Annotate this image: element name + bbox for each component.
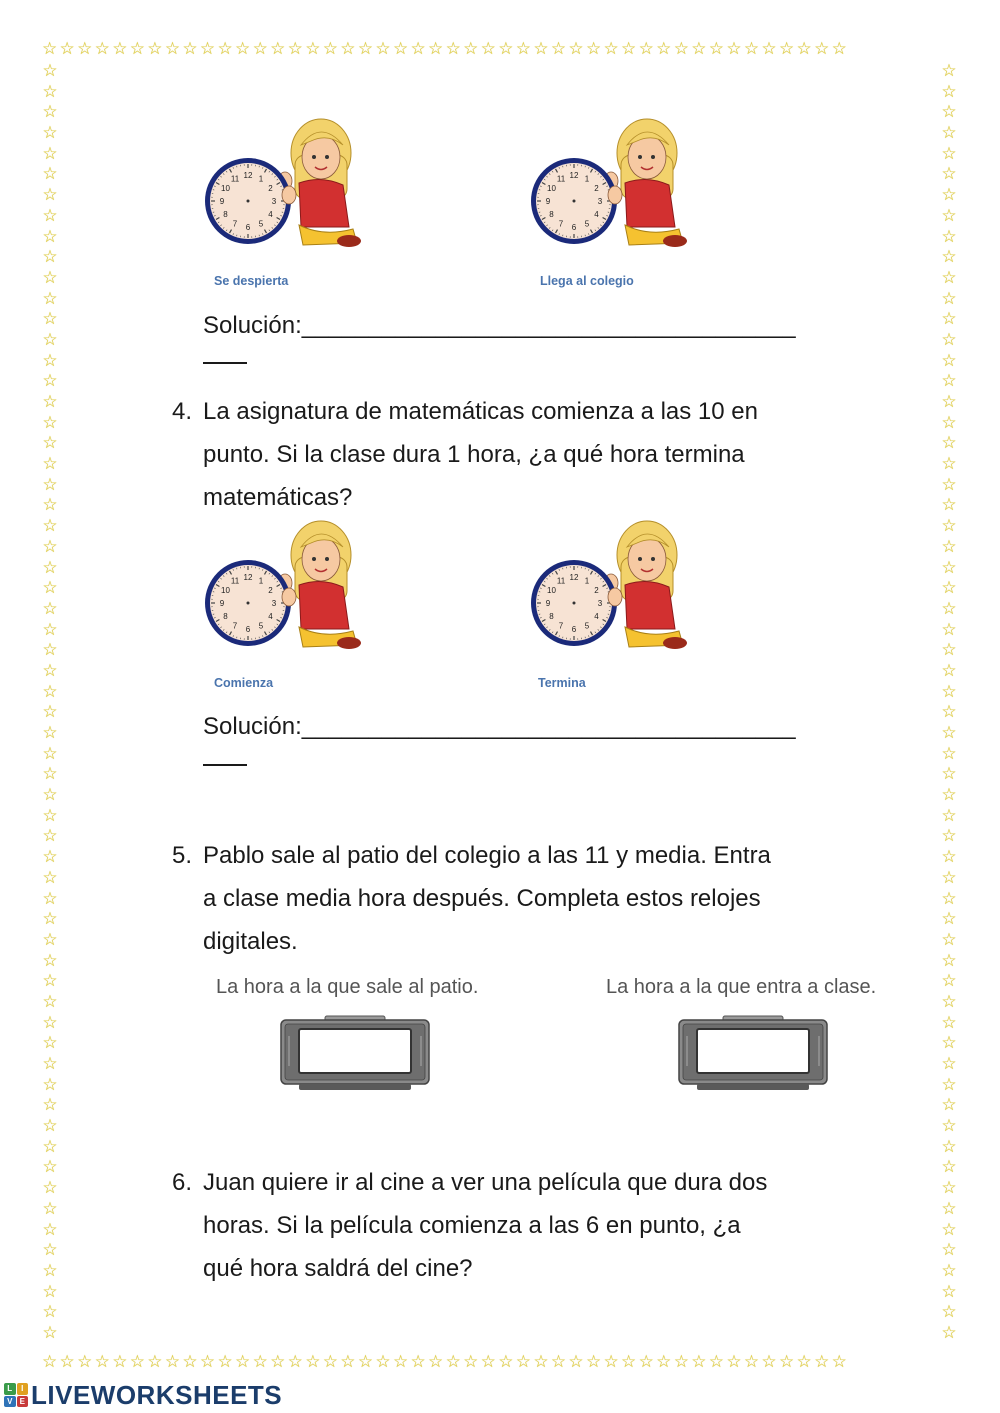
star-icon: ☆ (42, 557, 58, 577)
clock-number: 8 (549, 612, 554, 621)
star-icon: ☆ (42, 743, 58, 763)
star-icon: ☆ (42, 971, 58, 991)
star-icon: ☆ (941, 350, 957, 370)
star-icon: ☆ (42, 702, 58, 722)
star-icon: ☆ (42, 164, 58, 184)
star-icon: ☆ (941, 1302, 957, 1322)
star-icon: ☆ (498, 1353, 516, 1371)
solution-line[interactable]: Solución:_____________________________________ (203, 312, 796, 339)
star-icon: ☆ (726, 40, 744, 58)
star-icon: ☆ (42, 640, 58, 660)
star-icon: ☆ (941, 1054, 957, 1073)
caption-termina: Termina (538, 676, 586, 690)
star-icon: ☆ (941, 1033, 957, 1053)
star-icon: ☆ (42, 81, 58, 101)
star-icon: ☆ (941, 81, 957, 101)
star-icon: ☆ (42, 723, 58, 742)
star-icon: ☆ (941, 164, 957, 184)
star-icon: ☆ (941, 102, 957, 122)
question-text-line: punto. Si la clase dura 1 hora, ¿a qué hora termina (203, 441, 745, 468)
clock-number: 11 (556, 174, 566, 184)
star-icon: ☆ (182, 40, 200, 58)
star-icon: ☆ (550, 40, 569, 58)
star-icon: ☆ (270, 1353, 288, 1371)
star-icon: ☆ (42, 412, 58, 432)
solution-line-continuation[interactable] (203, 764, 247, 766)
star-icon: ☆ (941, 1116, 957, 1136)
star-icon: ☆ (410, 1353, 429, 1371)
star-icon: ☆ (941, 412, 957, 432)
star-icon: ☆ (270, 40, 288, 58)
clock-number: 5 (258, 621, 264, 631)
question-text-line: a clase media hora después. Completa estos relojes (203, 885, 761, 912)
star-icon: ☆ (761, 1353, 779, 1371)
star-icon: ☆ (941, 681, 957, 701)
question-text-line: Pablo sale al patio del colegio a las 11 y media. Entra (203, 842, 771, 869)
digital-clock-label: La hora a la que entra a clase. (606, 976, 877, 998)
star-icon: ☆ (217, 40, 236, 58)
star-icon: ☆ (42, 867, 58, 887)
star-icon: ☆ (550, 1353, 569, 1371)
star-icon: ☆ (941, 1074, 957, 1094)
clock-number: 10 (221, 586, 230, 595)
clock-number: 10 (547, 184, 556, 193)
star-icon: ☆ (941, 578, 957, 598)
star-icon: ☆ (941, 536, 957, 556)
question-text-line: matemáticas? (203, 484, 353, 511)
star-icon: ☆ (322, 40, 341, 58)
star-icon: ☆ (941, 826, 957, 846)
star-icon: ☆ (941, 288, 957, 308)
star-icon: ☆ (42, 474, 58, 494)
digital-clock-input[interactable] (677, 1014, 829, 1094)
caption-comienza: Comienza (214, 676, 274, 690)
star-icon: ☆ (42, 1054, 58, 1073)
star-icon: ☆ (42, 1033, 58, 1053)
digital-clock-input[interactable] (279, 1014, 431, 1094)
star-icon: ☆ (941, 247, 957, 267)
clock-number: 2 (268, 586, 273, 595)
star-icon: ☆ (42, 1219, 58, 1239)
star-icon: ☆ (498, 40, 516, 58)
star-icon: ☆ (305, 1353, 323, 1371)
star-icon: ☆ (585, 1353, 604, 1371)
star-icon: ☆ (941, 1281, 957, 1301)
star-icon: ☆ (42, 350, 58, 370)
star-icon: ☆ (42, 1198, 58, 1218)
star-icon: ☆ (941, 991, 957, 1011)
star-icon: ☆ (941, 909, 957, 929)
star-icon: ☆ (708, 40, 727, 58)
star-icon: ☆ (235, 1353, 253, 1371)
clock-number: 5 (584, 219, 590, 229)
star-icon: ☆ (941, 640, 957, 660)
star-icon: ☆ (42, 392, 58, 411)
star-icon: ☆ (42, 185, 58, 205)
star-icon: ☆ (941, 516, 957, 536)
star-icon: ☆ (941, 205, 957, 225)
star-icon: ☆ (42, 143, 58, 163)
star-icon: ☆ (515, 40, 534, 58)
clock-number: 8 (549, 210, 554, 219)
star-icon: ☆ (42, 929, 58, 949)
question-number: 6. (172, 1169, 193, 1196)
star-icon: ☆ (621, 1353, 639, 1371)
star-icon: ☆ (42, 536, 58, 556)
star-icon: ☆ (42, 991, 58, 1011)
clock-number: 4 (594, 210, 599, 219)
star-icon: ☆ (42, 909, 58, 929)
star-icon: ☆ (42, 288, 58, 308)
question-text-line: La asignatura de matemáticas comienza a las 10 en (203, 398, 758, 425)
star-icon: ☆ (42, 805, 58, 825)
star-icon: ☆ (322, 1353, 341, 1371)
liveworksheets-logo (4, 1380, 282, 1410)
star-icon: ☆ (77, 40, 95, 58)
star-icon: ☆ (941, 867, 957, 887)
star-icon: ☆ (164, 40, 183, 58)
star-icon: ☆ (42, 1281, 58, 1301)
clock-number: 6 (571, 625, 577, 634)
star-icon: ☆ (814, 1353, 832, 1371)
star-icon: ☆ (743, 1353, 762, 1371)
clock-number: 4 (268, 210, 273, 219)
star-icon: ☆ (42, 1157, 58, 1177)
star-icon: ☆ (941, 888, 957, 908)
star-icon: ☆ (941, 1095, 957, 1115)
star-icon: ☆ (796, 1353, 815, 1371)
star-icon: ☆ (941, 619, 957, 639)
star-border-bottom (42, 1353, 960, 1373)
star-icon: ☆ (941, 743, 957, 763)
question-number: 5. (172, 842, 193, 869)
star-icon: ☆ (941, 950, 957, 970)
star-icon: ☆ (59, 40, 78, 58)
star-icon: ☆ (691, 40, 709, 58)
star-icon: ☆ (941, 309, 957, 329)
star-icon: ☆ (831, 1353, 850, 1371)
star-icon: ☆ (656, 40, 674, 58)
star-icon: ☆ (941, 143, 957, 163)
star-icon: ☆ (941, 805, 957, 825)
star-icon: ☆ (199, 1353, 218, 1371)
star-icon: ☆ (480, 1353, 499, 1371)
star-icon: ☆ (182, 1353, 200, 1371)
star-icon: ☆ (42, 619, 58, 639)
star-icon: ☆ (42, 888, 58, 908)
star-icon: ☆ (410, 40, 429, 58)
star-icon: ☆ (445, 1353, 464, 1371)
star-icon: ☆ (778, 1353, 797, 1371)
star-icon: ☆ (252, 1353, 271, 1371)
star-icon: ☆ (392, 1353, 411, 1371)
star-icon: ☆ (941, 1012, 957, 1032)
star-icon: ☆ (42, 102, 58, 122)
clock-number: 11 (230, 576, 240, 586)
star-icon: ☆ (708, 1353, 727, 1371)
star-border-left (40, 62, 60, 1352)
star-icon: ☆ (42, 329, 58, 349)
star-border-right (939, 62, 959, 1352)
star-icon: ☆ (129, 40, 148, 58)
star-icon: ☆ (287, 1353, 306, 1371)
star-icon: ☆ (42, 1322, 58, 1342)
star-icon: ☆ (941, 1322, 957, 1342)
star-icon: ☆ (129, 1353, 148, 1371)
star-icon: ☆ (42, 1095, 58, 1115)
star-icon: ☆ (515, 1353, 534, 1371)
clock-number: 9 (545, 197, 551, 206)
star-icon: ☆ (941, 971, 957, 991)
clock-number: 12 (243, 171, 253, 180)
star-icon: ☆ (603, 1353, 622, 1371)
digital-clock-label: La hora a la que sale al patio. (216, 976, 479, 998)
clock-girl-image (203, 517, 373, 657)
star-icon: ☆ (533, 1353, 551, 1371)
star-icon: ☆ (941, 1178, 957, 1198)
clock-number: 7 (558, 621, 564, 631)
clock-number: 3 (597, 197, 603, 206)
star-icon: ☆ (673, 40, 692, 58)
star-icon: ☆ (428, 40, 446, 58)
solution-line[interactable]: Solución:_____________________________________ (203, 713, 796, 740)
star-icon: ☆ (94, 1353, 113, 1371)
star-icon: ☆ (357, 40, 376, 58)
star-border-top (42, 40, 960, 60)
star-icon: ☆ (42, 1074, 58, 1094)
clock-number: 3 (597, 599, 603, 608)
clock-number: 11 (230, 174, 240, 184)
star-icon: ☆ (42, 516, 58, 536)
star-icon: ☆ (638, 1353, 657, 1371)
star-icon: ☆ (42, 1353, 60, 1371)
clock-number: 6 (245, 223, 251, 232)
question-text-line: digitales. (203, 928, 298, 955)
clock-number: 8 (223, 210, 228, 219)
clock-number: 12 (243, 573, 253, 582)
clock-number: 2 (594, 184, 599, 193)
star-icon: ☆ (585, 40, 604, 58)
star-icon: ☆ (673, 1353, 692, 1371)
clock-number: 3 (271, 599, 277, 608)
star-icon: ☆ (445, 40, 464, 58)
star-icon: ☆ (941, 929, 957, 949)
star-icon: ☆ (941, 433, 957, 453)
clock-number: 9 (545, 599, 551, 608)
star-icon: ☆ (480, 40, 499, 58)
star-icon: ☆ (59, 1353, 78, 1371)
star-icon: ☆ (375, 1353, 393, 1371)
star-icon: ☆ (941, 785, 957, 805)
star-icon: ☆ (77, 1353, 95, 1371)
star-icon: ☆ (463, 40, 481, 58)
star-icon: ☆ (42, 247, 58, 267)
star-icon: ☆ (305, 40, 323, 58)
star-icon: ☆ (42, 433, 58, 453)
clock-number: 6 (571, 223, 577, 232)
star-icon: ☆ (42, 205, 58, 225)
clock-number: 1 (258, 576, 264, 586)
star-icon: ☆ (42, 764, 58, 784)
star-icon: ☆ (252, 40, 271, 58)
solution-line-continuation[interactable] (203, 362, 247, 364)
star-icon: ☆ (941, 598, 957, 618)
star-icon: ☆ (603, 40, 622, 58)
clock-number: 9 (219, 599, 225, 608)
star-icon: ☆ (42, 267, 58, 287)
star-icon: ☆ (428, 1353, 446, 1371)
star-icon: ☆ (42, 681, 58, 701)
star-icon: ☆ (375, 40, 393, 58)
star-icon: ☆ (941, 123, 957, 143)
clock-number: 1 (584, 576, 590, 586)
star-icon: ☆ (42, 598, 58, 618)
star-icon: ☆ (638, 40, 657, 58)
star-icon: ☆ (831, 40, 850, 58)
star-icon: ☆ (778, 40, 797, 58)
star-icon: ☆ (941, 371, 957, 391)
clock-number: 2 (594, 586, 599, 595)
clock-number: 9 (219, 197, 225, 206)
clock-girl-image (203, 115, 373, 255)
clock-number: 4 (594, 612, 599, 621)
star-icon: ☆ (392, 40, 411, 58)
star-icon: ☆ (164, 1353, 183, 1371)
star-icon: ☆ (357, 1353, 376, 1371)
star-icon: ☆ (941, 226, 957, 246)
clock-number: 7 (232, 621, 238, 631)
caption-llega-al-colegio: Llega al colegio (540, 274, 634, 288)
star-icon: ☆ (42, 495, 58, 515)
star-icon: ☆ (941, 1240, 957, 1260)
clock-number: 6 (245, 625, 251, 634)
star-icon: ☆ (42, 847, 58, 867)
clock-number: 10 (221, 184, 230, 193)
clock-number: 1 (584, 174, 590, 184)
star-icon: ☆ (147, 1353, 165, 1371)
star-icon: ☆ (42, 62, 58, 80)
star-icon: ☆ (941, 702, 957, 722)
star-icon: ☆ (42, 1136, 58, 1156)
logo-mark-icon: L I V E (4, 1383, 28, 1407)
star-icon: ☆ (42, 226, 58, 246)
star-icon: ☆ (42, 309, 58, 329)
star-icon: ☆ (814, 40, 832, 58)
star-icon: ☆ (42, 1302, 58, 1322)
caption-se-despierta: Se despierta (214, 274, 289, 288)
star-icon: ☆ (42, 40, 60, 58)
star-icon: ☆ (941, 660, 957, 680)
star-icon: ☆ (621, 40, 639, 58)
question-text-line: horas. Si la película comienza a las 6 en punto, ¿a (203, 1212, 741, 1239)
question-number: 4. (172, 398, 193, 425)
clock-number: 8 (223, 612, 228, 621)
star-icon: ☆ (42, 1240, 58, 1260)
clock-number: 12 (569, 573, 579, 582)
star-icon: ☆ (42, 950, 58, 970)
star-icon: ☆ (941, 847, 957, 867)
star-icon: ☆ (941, 1198, 957, 1218)
star-icon: ☆ (42, 371, 58, 391)
star-icon: ☆ (941, 329, 957, 349)
star-icon: ☆ (112, 1353, 130, 1371)
clock-girl-image (529, 517, 699, 657)
star-icon: ☆ (42, 578, 58, 598)
star-icon: ☆ (941, 185, 957, 205)
star-icon: ☆ (941, 1157, 957, 1177)
clock-number: 11 (556, 576, 566, 586)
star-icon: ☆ (941, 62, 957, 80)
star-icon: ☆ (42, 1012, 58, 1032)
star-icon: ☆ (941, 1260, 957, 1280)
star-icon: ☆ (112, 40, 130, 58)
star-icon: ☆ (743, 40, 762, 58)
clock-girl-image (529, 115, 699, 255)
star-icon: ☆ (42, 123, 58, 143)
clock-number: 1 (258, 174, 264, 184)
star-icon: ☆ (941, 474, 957, 494)
clock-number: 3 (271, 197, 277, 206)
star-icon: ☆ (656, 1353, 674, 1371)
clock-number: 5 (258, 219, 264, 229)
clock-number: 7 (558, 219, 564, 229)
star-icon: ☆ (42, 1116, 58, 1136)
star-icon: ☆ (287, 40, 306, 58)
star-icon: ☆ (796, 40, 815, 58)
star-icon: ☆ (463, 1353, 481, 1371)
clock-number: 4 (268, 612, 273, 621)
clock-number: 5 (584, 621, 590, 631)
star-icon: ☆ (42, 1260, 58, 1280)
star-icon: ☆ (941, 764, 957, 784)
star-icon: ☆ (42, 785, 58, 805)
logo-text: LIVEWORKSHEETS (31, 1379, 283, 1410)
star-icon: ☆ (941, 723, 957, 742)
star-icon: ☆ (941, 392, 957, 411)
star-icon: ☆ (568, 1353, 586, 1371)
star-icon: ☆ (340, 1353, 358, 1371)
star-icon: ☆ (42, 1178, 58, 1198)
star-icon: ☆ (217, 1353, 236, 1371)
star-icon: ☆ (941, 495, 957, 515)
star-icon: ☆ (941, 557, 957, 577)
clock-number: 7 (232, 219, 238, 229)
star-icon: ☆ (147, 40, 165, 58)
star-icon: ☆ (941, 1136, 957, 1156)
star-icon: ☆ (340, 40, 358, 58)
star-icon: ☆ (941, 454, 957, 474)
star-icon: ☆ (42, 826, 58, 846)
star-icon: ☆ (726, 1353, 744, 1371)
clock-number: 12 (569, 171, 579, 180)
clock-number: 10 (547, 586, 556, 595)
star-icon: ☆ (941, 1219, 957, 1239)
star-icon: ☆ (533, 40, 551, 58)
star-icon: ☆ (568, 40, 586, 58)
question-text-line: qué hora saldrá del cine? (203, 1255, 473, 1282)
star-icon: ☆ (941, 267, 957, 287)
star-icon: ☆ (42, 454, 58, 474)
question-text-line: Juan quiere ir al cine a ver una película que dura dos (203, 1169, 768, 1196)
clock-number: 2 (268, 184, 273, 193)
star-icon: ☆ (761, 40, 779, 58)
star-icon: ☆ (199, 40, 218, 58)
star-icon: ☆ (235, 40, 253, 58)
star-icon: ☆ (42, 660, 58, 680)
star-icon: ☆ (691, 1353, 709, 1371)
star-icon: ☆ (94, 40, 113, 58)
